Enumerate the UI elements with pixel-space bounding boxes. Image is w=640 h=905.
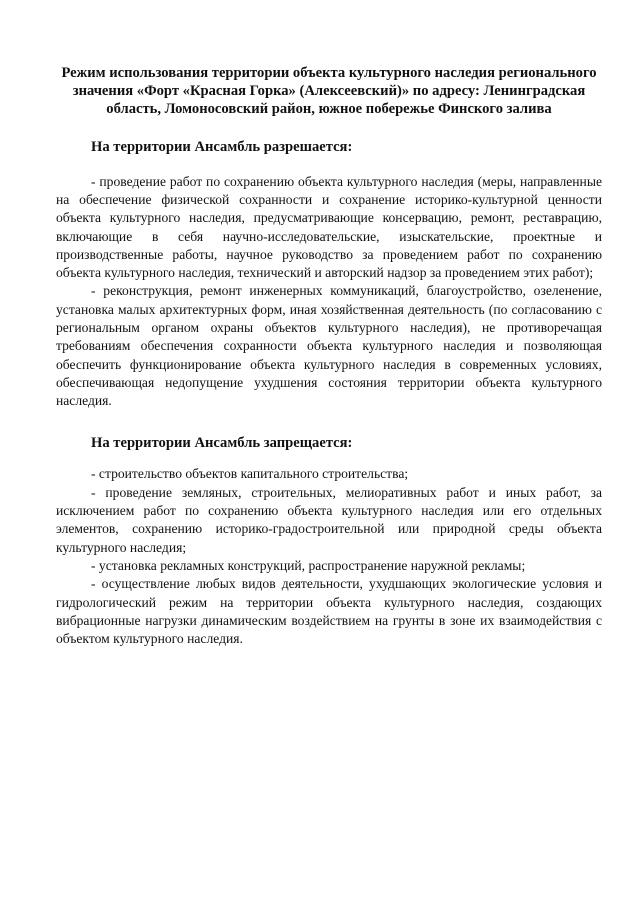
prohibited-item-ecology: - осуществление любых видов деятельности, ухудшающих экологические условия и гидрологический режим на территории объекта культурного наследия, создающих вибрационные нагрузки динамическим воздействием на грунты в зоне их взаимодействия с объектом культурного наследия.: [56, 576, 602, 647]
prohibited-list: [56, 465, 602, 648]
permitted-list: [56, 173, 602, 411]
prohibited-heading: На территории Ансамбль запрещается:: [91, 435, 353, 452]
prohibited-item-advertising: - установка рекламных конструкций, распространение наружной рекламы;: [91, 557, 526, 573]
permitted-heading: На территории Ансамбль разрешается:: [91, 138, 353, 155]
permitted-item-preservation: - проведение работ по сохранению объекта культурного наследия (меры, направленные на обеспечение физической сохранности и сохранение историко-культурной ценности объекта культурного наследия, предусматривающие консервацию, ремонт, реставрацию, включающие в себя научно-исследовательские, изыскательские, проектные и производственные работы, научное руководство за проведением работ по сохранению объекта культурного наследия, технический и авторский надзор за проведением этих работ);: [56, 173, 602, 281]
permitted-item-reconstruction: - реконструкция, ремонт инженерных коммуникаций, благоустройство, озеленение, установка малых архитектурных форм, иная хозяйственная деятельность (по согласованию с региональным органом охраны объектов культурного наследия), не противоречащая требованиям обеспечения сохранности объекта культурного наследия и позволяющая обеспечить функционирование объекта культурного наследия в современных условиях, обеспечивающая недопущение ухудшения состояния территории объекта культурного наследия.: [56, 283, 602, 409]
prohibited-item-capital-construction: - строительство объектов капитального строительства;: [91, 466, 409, 482]
prohibited-item-earthworks: - проведение земляных, строительных, мелиоративных работ и иных работ, за исключением работ по сохранению объекта культурного наследия или его отдельных элементов, сохранению историко-градостроительной или природной среды объекта культурного наследия;: [56, 484, 602, 555]
document-page: [56, 64, 602, 648]
document-title: Режим использования территории объекта культурного наследия регионального значения «Форт «Красная Горка» (Алексеевский)» по адресу: Ленинградская область, Ломоносовский район, южное побережье Финского залива: [61, 65, 597, 118]
